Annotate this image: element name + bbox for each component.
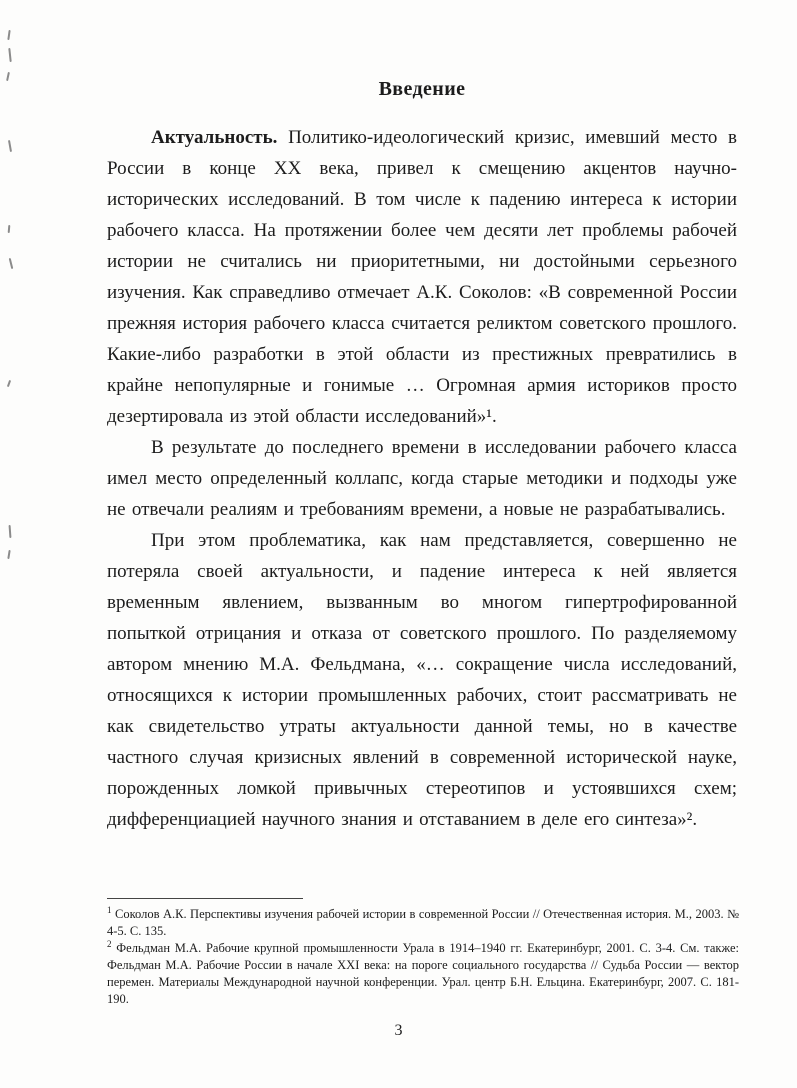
paragraph-1-text: Политико-идеологический кризис, имевший место в России в конце XX века, привел к смещению акцентов научно-исторических исследований. В том числе к падению интереса к истории рабочего класса. На протяжении более чем десяти лет проблемы рабочей истории не считались ни приоритетными, ни достойными серьезного изучения. Как справедливо отмечает А.К. Соколов: «В современной России прежняя история рабочего класса считается реликтом советского прошлого. Какие-либо разработки в этой области из престижных превратились в крайне непопулярные и гонимые … Огромная армия историков просто дезертировала из этой области исследований»¹. [107,127,738,427]
page-number: 3 [394,1022,403,1039]
footnote-1-text: Соколов А.К. Перспективы изучения рабочей истории в современной России // Отечественная история. М., 2003. № 4-5. С. 135. [107,907,740,938]
paragraph-1-lead: Актуальность. [151,127,278,148]
footnote-2 [107,940,739,1008]
footnote-separator [107,898,303,899]
page-content [107,74,737,835]
paragraph-1 [107,122,737,432]
body-text [107,122,737,835]
paragraph-3: При этом проблематика, как нам представляется, совершенно не потеряла своей актуальности, и падение интереса к ней является временным явлением, вызванным во многом гипертрофированной попыткой отрицания и отказа от советского прошлого. По разделяемому автором мнению М.А. Фельдмана, «… сокращение числа исследований, относящихся к истории промышленных рабочих, стоит рассматривать не как свидетельство утраты актуальности данной темы, но в качестве частного случая кризисных явлений в современной исторической науке, порожденных ломкой привычных стереотипов и устоявшихся схем; дифференциацией научного знания и отставанием в деле его синтеза»². [107,530,737,830]
footnotes-section [107,898,739,1008]
page-title: Введение [378,78,466,100]
footnote-1 [107,906,739,940]
footnote-1-marker: 1 [107,904,112,915]
footnote-2-marker: 2 [107,938,112,949]
scan-artifacts [4,20,18,720]
paragraph-2: В результате до последнего времени в исследовании рабочего класса имел место определенный коллапс, когда старые методики и подходы уже не отвечали реалиям и требованиям времени, а новые не разрабатывались. [107,437,737,520]
footnote-2-text: Фельдман М.А. Рабочие крупной промышленности Урала в 1914–1940 гг. Екатеринбург, 2001. С. 3-4. См. также: Фельдман М.А. Рабочие России в начале XXI века: на пороге социального государства // Судьба России — вектор перемен. Материалы Международной научной конференции. Урал. центр Б.Н. Ельцина. Екатеринбург, 2007. С. 181-190. [107,941,740,1006]
